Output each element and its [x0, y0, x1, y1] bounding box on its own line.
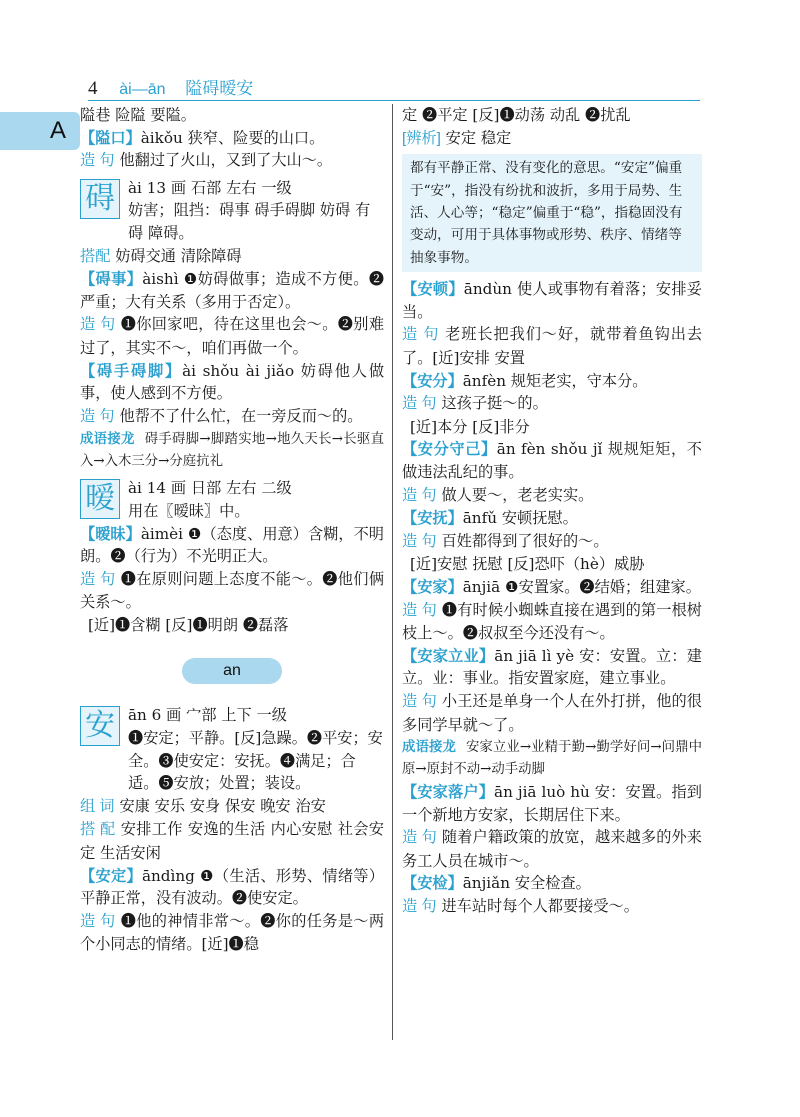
entry	[80, 268, 384, 313]
line-label: 造 句	[80, 152, 115, 170]
entry-headword: 【安分守己】	[402, 440, 497, 459]
labeled-line	[402, 127, 702, 151]
entry-headword: 【安检】	[402, 874, 463, 893]
line-text: 做人要～，老老实实。	[441, 485, 594, 504]
entry-headword: 【安顿】	[402, 280, 464, 299]
char-definition: ❶安定；平静。[反]急躁。❷平安；安全。❸使安定：安抚。❹满足；合适。❺安放；处置；装设。	[128, 729, 383, 793]
labeled-line	[80, 795, 384, 819]
char-meta: ài 13 画 石部 左右 一级	[128, 178, 292, 197]
header-chars: 隘碍暧安	[185, 79, 254, 99]
entry-definition: àikǒu 狭窄、险要的山口。	[140, 128, 325, 147]
labeled-line	[402, 392, 702, 416]
line-label: 造 句	[402, 486, 437, 504]
labeled-line	[80, 568, 384, 614]
line-label: 组 词	[80, 797, 115, 815]
pinyin-range: ài—ān	[119, 81, 166, 98]
entry-definition: ānjiǎn 安全检查。	[462, 874, 591, 893]
labeled-line	[402, 826, 702, 872]
line-label: 造 句	[402, 898, 437, 916]
entry	[402, 872, 702, 895]
idiom-chain-label: 成语接龙	[402, 739, 456, 755]
entry	[80, 360, 384, 405]
line-label: 造 句	[402, 692, 437, 710]
line-label: 搭 配	[80, 821, 116, 839]
line-label: 造 句	[402, 395, 437, 413]
char-info	[128, 177, 384, 245]
char-definition: 妨害；阻挡：碍事 碍手碍脚 妨碍 有碍 障碍。	[128, 201, 371, 242]
entry-definition: āndìng ❶（生活、形势、情绪等）平静正常，没有波动。❷使安定。	[80, 866, 384, 908]
labeled-line	[80, 313, 384, 359]
char-entry	[80, 177, 384, 245]
line-text: 安康 安乐 安身 保安 晚安 治安	[119, 796, 326, 815]
line-text: 随着户籍政策的放宽，越来越多的外来务工人员在城市～。	[402, 828, 702, 870]
labeled-line	[402, 690, 702, 736]
char-meta: ài 14 画 日部 左右 二级	[128, 479, 292, 498]
line-text: 安排工作 安逸的生活 内心安慰 社会安定 生活安闲	[80, 820, 384, 863]
entry-headword: 【安抚】	[402, 509, 463, 528]
entry	[402, 645, 702, 690]
line-text: ❶他的神情非常～。❷你的任务是～两个小同志的情绪。[近]❶稳	[80, 911, 385, 954]
entry-definition: ānfǔ 安顿抚慰。	[462, 509, 578, 528]
entry-headword: 【安定】	[80, 866, 142, 885]
char-entry	[80, 704, 384, 794]
right-column	[402, 104, 702, 919]
labeled-line	[80, 245, 384, 269]
line-label: 造 句	[402, 326, 440, 344]
left-column	[80, 104, 384, 956]
char-entry	[80, 477, 384, 522]
line-text: ❶有时候小蜘蛛直接在遇到的第一根树枝上～。❷叔叔至今还没有～。	[402, 600, 702, 643]
page-header	[88, 74, 253, 100]
line-label: 造 句	[402, 601, 437, 619]
labeled-line	[402, 323, 702, 369]
synonym-line: [近]安慰 抚慰 [反]恐吓（hè）威胁	[410, 555, 645, 574]
line-label: 造 句	[402, 532, 437, 550]
entry-headword: 【安家立业】	[402, 646, 495, 665]
entry-headword: 【安分】	[402, 371, 463, 390]
entry-headword: 【暧昧】	[80, 524, 141, 543]
entry-definition: àishì ❶妨碍做事；造成不方便。❷严重；大有关系（多用于否定）。	[80, 270, 385, 311]
labeled-line	[402, 599, 702, 645]
labeled-line	[80, 818, 384, 864]
labeled-line	[402, 895, 702, 919]
section-pill: an	[182, 658, 282, 684]
entry-headword: 【安家】	[402, 577, 463, 596]
line-text: ❶你回家吧，待在这里也会～。❷别难过了，其实不～，咱们再做一个。	[80, 315, 385, 357]
entry-definition: ān jiā luò hù 安：安置。指到一个新地方安家，长期居住下来。	[402, 783, 702, 824]
idiom-chain-label: 成语接龙	[80, 431, 135, 447]
idiom-chain	[402, 736, 702, 781]
char-header	[80, 177, 384, 245]
line-label: 搭配	[80, 247, 111, 265]
entry	[80, 523, 384, 568]
entry-definition: àimèi ❶（态度、用意）含糊，不明朗。❷（行为）不光明正大。	[80, 524, 384, 566]
analysis-note: 都有平静正常、没有变化的意思。“安定”偏重于“安”，指没有纷扰和波折，多用于局势、生活、人心等；“稳定”偏重于“稳”，指稳固没有变动，可用于具体事物或形势、秩序、情绪等抽象事物。	[402, 154, 702, 272]
labeled-line	[80, 405, 384, 429]
synonym-line: [近]❶含糊 [反]❶明朗 ❷磊落	[88, 615, 289, 634]
line-text: 百姓都得到了很好的～。	[441, 531, 609, 550]
idiom-chain-text: 安家立业→业精于勤→勤学好问→问鼎中原→原封不动→动手动脚	[402, 740, 702, 778]
entry-definition: ài shǒu ài jiǎo 妨碍他人做事，使人感到不方便。	[80, 361, 385, 403]
entry	[402, 370, 702, 393]
page-number: 4	[88, 78, 98, 99]
char-box: 碍	[80, 179, 120, 219]
line-label: 造 句	[80, 570, 116, 588]
entry-definition: āndùn 使人或事物有着落；安排妥当。	[402, 280, 702, 321]
char-info	[128, 477, 384, 522]
line-text: 进车站时每个人都要接受～。	[441, 897, 639, 916]
entry	[402, 438, 702, 483]
entry-definition: ān jiā lì yè 安：安置。立：建立。业：事业。指安置家庭，建立事业。	[402, 646, 702, 688]
header-rule	[88, 100, 700, 101]
column-divider	[392, 104, 393, 1040]
line-text: 他帮不了什么忙，在一旁反而～的。	[119, 406, 363, 425]
line-label: 造 句	[80, 316, 116, 334]
labeled-line	[402, 530, 702, 554]
line-label: 造 句	[80, 912, 116, 930]
entry-definition: ānfèn 规矩老实，守本分。	[462, 371, 648, 390]
char-definition: 用在〖暧昧〗中。	[128, 501, 250, 520]
line-text: 这孩子挺～的。	[441, 394, 548, 413]
idiom-chain-text: 碍手碍脚→脚踏实地→地久天长→长驱直入→入木三分→分庭抗礼	[80, 432, 384, 470]
char-box: 安	[80, 706, 120, 746]
line-text: 他翻过了火山，又到了大山～。	[119, 151, 333, 170]
entry-text: 隘巷 险隘 要隘。	[80, 106, 196, 124]
entry	[402, 507, 702, 530]
entry	[402, 576, 702, 599]
entry-definition: ānjiā ❶安置家。❷结婚；组建家。	[462, 577, 701, 596]
synonym-line: [近]本分 [反]非分	[410, 417, 530, 436]
entry-definition: ān fèn shǒu jǐ 规规矩矩，不做违法乱纪的事。	[402, 440, 702, 481]
line-text: 妨碍交通 清除障碍	[115, 246, 242, 265]
char-meta: ān 6 画 宀部 上下 一级	[128, 706, 287, 725]
entry	[80, 865, 384, 910]
line-label: 造 句	[402, 829, 437, 847]
letter-tab: A	[0, 112, 80, 150]
char-header	[80, 477, 384, 522]
line-text: ❶在原则问题上态度不能～。❷他们俩关系～。	[80, 569, 385, 612]
entry-headword: 【隘口】	[80, 128, 141, 147]
labeled-line	[80, 149, 384, 173]
line-text: 小王还是单身一个人在外打拼，他的很多同学早就～了。	[402, 691, 702, 734]
char-header	[80, 704, 384, 794]
entry-headword: 【碍事】	[80, 270, 143, 289]
line-label: [辨析]	[402, 129, 441, 147]
entry	[80, 127, 384, 150]
entry	[402, 781, 702, 826]
line-text: 老班长把我们～好，就带着鱼钩出去了。[近]安排 安置	[402, 325, 703, 367]
line-label: 造 句	[80, 407, 115, 425]
entry	[402, 278, 702, 323]
idiom-chain	[80, 428, 384, 473]
entry-text: 定 ❷平定 [反]❶动荡 动乱 ❷扰乱	[402, 106, 631, 124]
char-info	[128, 704, 384, 794]
line-text: 安定 稳定	[445, 128, 512, 147]
labeled-line	[402, 484, 702, 508]
entry-headword: 【碍手碍脚】	[80, 361, 183, 380]
labeled-line	[80, 910, 384, 956]
entry-headword: 【安家落户】	[402, 783, 495, 802]
char-box: 暧	[80, 479, 120, 519]
